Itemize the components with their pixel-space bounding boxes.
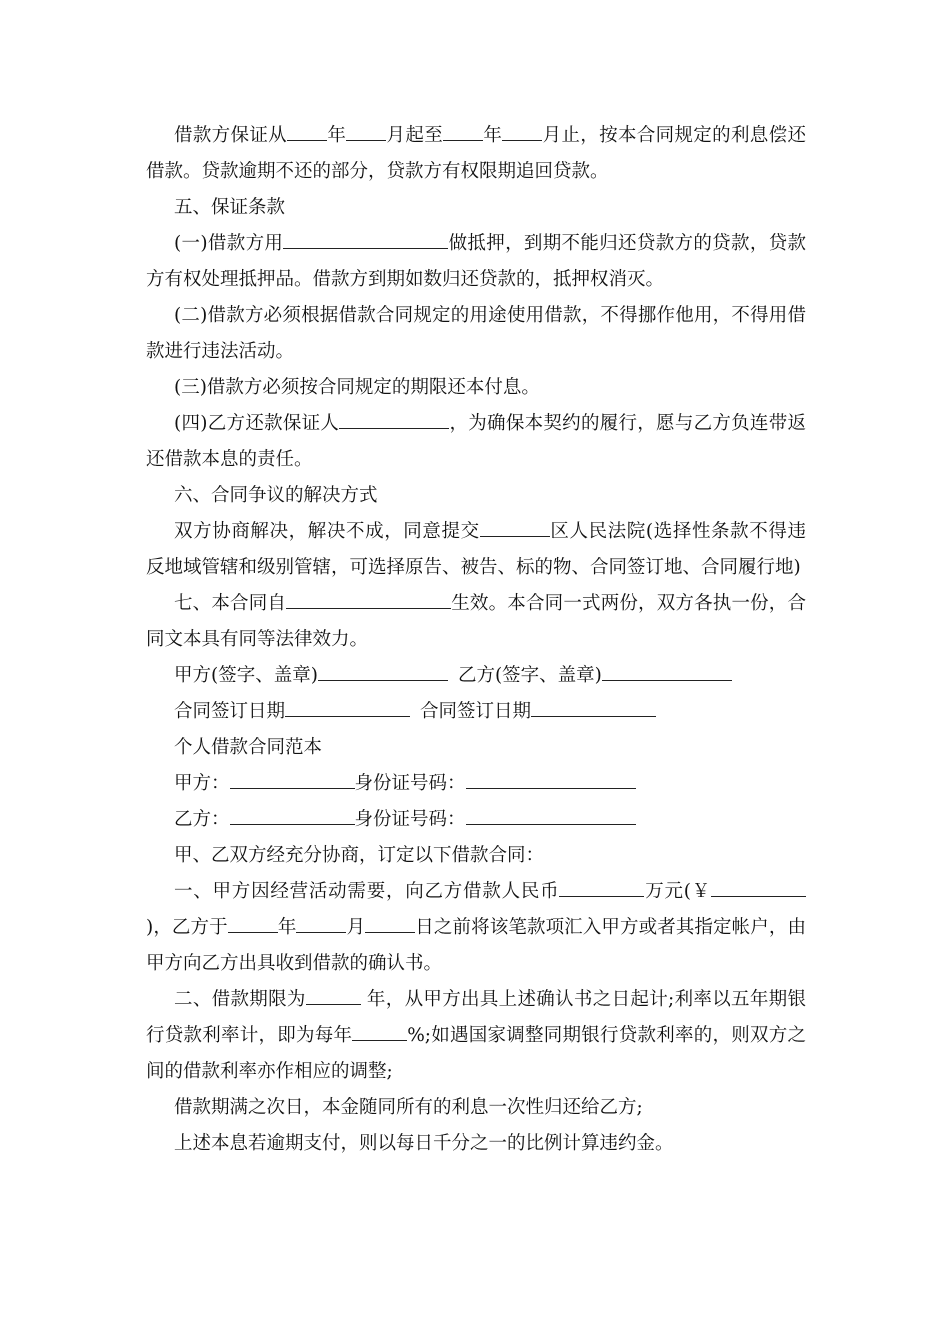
text-segment: 月	[346, 917, 366, 938]
clause-one	[146, 874, 806, 982]
text-segment: 做抵押，到期不能归还贷款方的贷款，贷款方有权处理抵押品。借款方到期如数归还贷款的，抵押权消灭。	[146, 233, 806, 290]
text-segment: 七、本合同自	[174, 593, 287, 614]
blank-line	[318, 662, 448, 681]
blank-line	[285, 698, 410, 717]
blank-line	[602, 662, 732, 681]
text-segment: 双方协商解决，解决不成，同意提交	[174, 521, 480, 542]
text-segment: 一、甲方因经营活动需要，向乙方借款人民币	[174, 881, 560, 902]
blank-line	[230, 806, 355, 825]
party-b-line	[146, 802, 806, 838]
clause-mortgage	[146, 226, 806, 298]
blank-line	[286, 590, 451, 609]
text-segment: 日之前将该笔款项汇入甲方或者其指定帐户，由甲方向乙方出具收到借款的确认书。	[146, 917, 806, 974]
blank-line	[228, 914, 278, 933]
text-segment: 乙方：	[174, 809, 230, 830]
intro-line: 甲、乙双方经充分协商，订定以下借款合同：	[174, 845, 545, 866]
blank-line	[306, 986, 361, 1005]
party-b-sign-label: 乙方(签字、盖章)	[457, 665, 602, 686]
text-segment: (一)借款方用	[174, 233, 284, 254]
clause-guarantor	[146, 406, 806, 478]
text-segment: 二、借款期限为	[174, 989, 306, 1010]
effective-paragraph	[146, 586, 806, 658]
blank-line	[480, 518, 550, 537]
text-segment: )，乙方于	[146, 917, 228, 938]
blank-line	[346, 122, 386, 141]
blank-line	[443, 122, 483, 141]
text-segment: 万元(￥	[644, 881, 711, 902]
text-segment: 年，从甲方出具上述确认书之日起计;利率以五年期银行贷款利率计，即为每年	[146, 989, 806, 1046]
blank-line	[339, 410, 449, 429]
text-segment: 区人民法院(选择性条款不得违反地域管辖和级别管辖，可选择原告、被告、标的物、合同签订地、合同履行地)	[146, 521, 806, 578]
clause-usage: (二)借款方必须根据借款合同规定的用途使用借款，不得挪作他用，不得用借款进行违法活动。	[146, 305, 806, 362]
blank-line	[287, 122, 327, 141]
blank-line	[502, 122, 542, 141]
text-segment: 身份证号码：	[354, 773, 466, 794]
blank-line	[352, 1022, 407, 1041]
clause-maturity: 借款期满之次日，本金随同所有的利息一次性归还给乙方;	[174, 1097, 643, 1118]
text-segment: 借款方保证从	[174, 125, 288, 146]
clause-two	[146, 982, 806, 1090]
text-segment: 身份证号码：	[354, 809, 466, 830]
text-segment: 年	[483, 125, 503, 146]
blank-line	[466, 770, 636, 789]
clause-penalty: 上述本息若逾期支付，则以每日千分之一的比例计算违约金。	[174, 1133, 674, 1154]
date-b-label: 合同签订日期	[420, 701, 532, 722]
repayment-paragraph	[146, 118, 806, 190]
blank-line	[711, 878, 806, 897]
document-body	[146, 118, 806, 1162]
text-segment: 月止，按本合同规定的利息偿还借款。贷款逾期不还的部分，贷款方有权限期追回贷款。	[146, 125, 806, 182]
blank-line	[296, 914, 346, 933]
section-heading-dispute: 六、合同争议的解决方式	[174, 485, 378, 506]
text-segment: 生效。本合同一式两份，双方各执一份，合同文本具有同等法律效力。	[146, 593, 806, 650]
blank-line	[230, 770, 355, 789]
text-segment: %;如遇国家调整同期银行贷款利率的，则双方之间的借款利率亦作相应的调整;	[146, 1025, 806, 1082]
contract-title: 个人借款合同范本	[174, 737, 323, 758]
party-a-line	[146, 766, 806, 802]
date-a-label: 合同签订日期	[174, 701, 286, 722]
blank-line	[531, 698, 656, 717]
blank-line	[559, 878, 644, 897]
text-segment: (四)乙方还款保证人	[174, 413, 340, 434]
blank-line	[283, 230, 448, 249]
blank-line	[466, 806, 636, 825]
clause-repay-term: (三)借款方必须按合同规定的期限还本付息。	[174, 377, 540, 398]
text-segment: 年	[277, 917, 297, 938]
text-segment: ，为确保本契约的履行，愿与乙方负连带返还借款本息的责任。	[146, 413, 806, 470]
date-line	[146, 694, 806, 730]
signature-line	[146, 658, 806, 694]
blank-line	[365, 914, 415, 933]
section-heading-guarantee: 五、保证条款	[174, 197, 286, 218]
text-segment: 月起至	[386, 125, 444, 146]
text-segment: 年	[327, 125, 347, 146]
dispute-paragraph	[146, 514, 806, 586]
party-a-sign-label: 甲方(签字、盖章)	[174, 665, 318, 686]
text-segment: 甲方：	[174, 773, 230, 794]
